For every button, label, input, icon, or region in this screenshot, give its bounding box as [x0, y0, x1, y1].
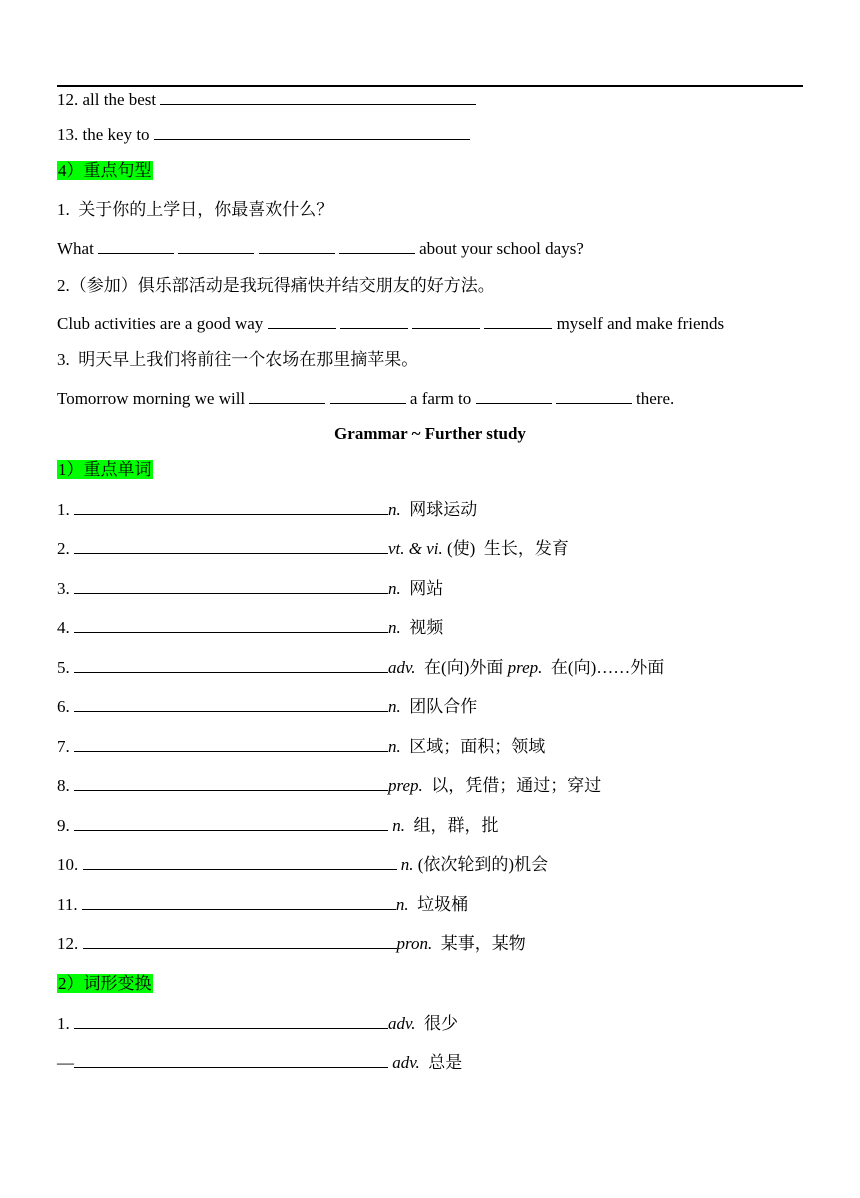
sentence-1-chinese: 1. 关于你的上学日，你最喜欢什么？ [57, 200, 334, 219]
vocab-item: 1. n. 网球运动 [57, 500, 478, 519]
answer-blank[interactable] [74, 1013, 388, 1029]
word-forms-heading: 2）词形变换 [58, 974, 152, 993]
answer-blank[interactable] [74, 657, 388, 673]
answer-blank[interactable] [154, 124, 470, 140]
vocab-item: 6. n. 团队合作 [57, 697, 478, 716]
vocab-item: 9. n. 组，群，批 [57, 816, 499, 835]
answer-blank[interactable] [268, 313, 336, 329]
answer-blank[interactable] [74, 499, 388, 515]
sentence-3-chinese: 3. 明天早上我们将前往一个农场在那里摘苹果。 [57, 350, 419, 369]
vocab-item: 12. pron. 某事，某物 [57, 934, 526, 953]
answer-blank[interactable] [74, 815, 388, 831]
answer-blank[interactable] [82, 894, 396, 910]
phrase-13: 13. the key to [57, 124, 470, 146]
sentence-2-english: Club activities are a good way myself and make friends [57, 314, 725, 333]
answer-blank[interactable] [74, 578, 388, 594]
answer-blank[interactable] [259, 238, 335, 254]
vocab-item: 4. n. 视频 [57, 618, 444, 637]
answer-blank[interactable] [249, 388, 325, 404]
vocab-item: 8. prep. 以，凭借；通过；穿过 [57, 776, 602, 795]
answer-blank[interactable] [556, 388, 632, 404]
answer-blank[interactable] [412, 313, 480, 329]
vocab-item: 7. n. 区域；面积；领域 [57, 737, 546, 756]
top-divider [57, 85, 803, 87]
vocab-item: 5. adv. 在(向)外面 prep. 在(向)……外面 [57, 658, 665, 677]
vocab-item: 2. vt. & vi. (使) 生长，发育 [57, 539, 569, 558]
answer-blank[interactable] [476, 388, 552, 404]
answer-blank[interactable] [74, 538, 388, 554]
answer-blank[interactable] [83, 854, 397, 870]
answer-blank[interactable] [340, 313, 408, 329]
sentences-heading: 4）重点句型 [58, 161, 152, 180]
answer-blank[interactable] [330, 388, 406, 404]
section-title: Grammar ~ Further study [334, 424, 526, 443]
answer-blank[interactable] [74, 696, 388, 712]
answer-blank[interactable] [178, 238, 254, 254]
answer-blank[interactable] [484, 313, 552, 329]
answer-blank[interactable] [74, 1052, 388, 1068]
word-form-item: 1. adv. 很少 [57, 1014, 459, 1033]
answer-blank[interactable] [83, 933, 397, 949]
answer-blank[interactable] [74, 775, 388, 791]
answer-blank[interactable] [339, 238, 415, 254]
phrase-12: 12. all the best [57, 89, 476, 111]
vocab-item: 3. n. 网站 [57, 579, 444, 598]
sentence-2-chinese: 2.（参加）俱乐部活动是我玩得痛快并结交朋友的好方法。 [57, 276, 495, 295]
sentence-1-english: What about your school days? [57, 239, 584, 258]
vocab-item: 11. n. 垃圾桶 [57, 895, 469, 914]
answer-blank[interactable] [74, 736, 388, 752]
vocab-item: 10. n. (依次轮到的)机会 [57, 855, 549, 874]
vocab-heading: 1）重点单词 [58, 460, 152, 479]
sentence-3-english: Tomorrow morning we will a farm to there. [57, 389, 675, 408]
answer-blank[interactable] [160, 89, 476, 105]
answer-blank[interactable] [74, 617, 388, 633]
answer-blank[interactable] [98, 238, 174, 254]
word-form-item: — adv. 总是 [57, 1053, 463, 1072]
